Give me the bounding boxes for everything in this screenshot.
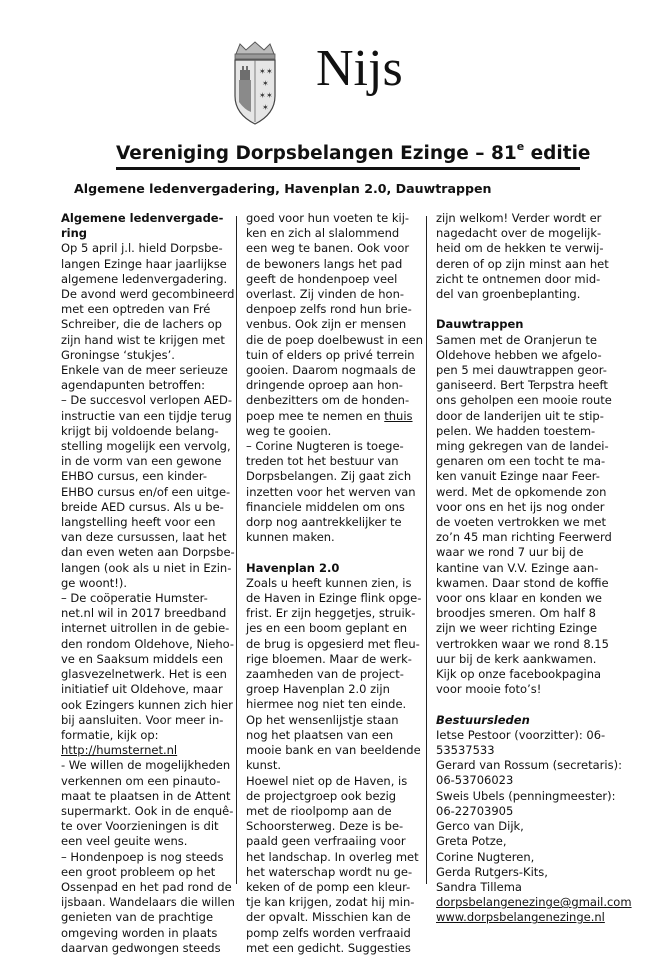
text-line: overlast. Zij vinden de hon-: [246, 287, 405, 302]
text-line: jes en een boom geplant en: [246, 621, 407, 636]
text-line: rige bloemen. Maar de werk-: [246, 651, 412, 666]
text-line: werd. Met de opkomende zon: [436, 484, 607, 499]
text-line: te over Voorzieningen is dit: [61, 819, 219, 834]
title-rule: [116, 167, 580, 170]
text-line: den rondom Oldehove, Nieho-: [61, 636, 235, 651]
text-line: in de vorm van een gewone: [61, 454, 222, 469]
text-line: ken en zich al slalommend: [246, 226, 400, 241]
text-line: keken of de pomp een kleur-: [246, 879, 411, 894]
text-line: Ossenpad en het pad rond de: [61, 879, 232, 894]
article-column-2: [246, 211, 424, 956]
section-heading: Dauwtrappen: [436, 317, 524, 332]
text-line: Hoewel niet op de Haven, is: [246, 773, 408, 788]
text-line: zicht te ontnemen door mid-: [436, 271, 601, 286]
text-line: verkennen om een pinauto-: [61, 773, 221, 788]
text-line: EHBO cursus en/of een uitge-: [61, 484, 231, 499]
column-divider: [236, 216, 237, 884]
text-line: goed voor hun voeten te kij-: [246, 211, 410, 225]
text-line: de bewoners langs het pad: [246, 256, 403, 271]
text-line: supermarkt. Ook in de enquê-: [61, 803, 234, 818]
paragraph-gap: [436, 302, 608, 317]
text-line: uur bij de kerk aankwamen.: [436, 651, 597, 666]
text-line: zaamheden van de project-: [246, 667, 404, 682]
text-line: zijn hand wist te krijgen met: [61, 332, 225, 347]
section-heading: Havenplan 2.0: [246, 560, 340, 575]
text-line: mooie bank en van beeldende: [246, 743, 421, 758]
text-line: Groningse ‘stukjes’.: [61, 347, 175, 362]
text-line: Schreiber, die de lachers op: [61, 317, 222, 332]
text-line: met een optreden van Fré: [61, 302, 211, 317]
text-line: ken vanuit Ezinge naar Feer-: [436, 469, 600, 484]
text-line: voor mooie foto’s!: [436, 682, 542, 697]
text-line: weg te gooien.: [246, 423, 332, 438]
text-line: kunnen maken.: [246, 530, 335, 545]
text-line: groep Havenplan 2.0 zijn: [246, 682, 390, 697]
paragraph-gap: [436, 697, 608, 712]
text-line: Sweis Ubels (penningmeester):: [436, 788, 616, 803]
text-line: frist. Er zijn heggetjes, struik-: [246, 606, 416, 621]
text-line: een groot probleem op het: [61, 864, 216, 879]
text-line: zijn welkom! Verder wordt er: [436, 211, 602, 225]
text-line: Schoorsterweg. Deze is be-: [246, 819, 404, 834]
text-line: langen (ook als u niet in Ezin-: [61, 560, 232, 575]
text-line: maat te plaatsen in de Attent: [61, 788, 231, 803]
text-line: Greta Potze,: [436, 834, 507, 849]
text-line: van deze cursussen, laat het: [61, 530, 227, 545]
text-line: ons geholpen een mooie route: [436, 393, 612, 408]
text-line: Dorpsbelangen. Zij gaat zich: [246, 469, 412, 484]
text-line: Kijk op onze facebookpagina: [436, 667, 602, 682]
svg-text:✶: ✶: [262, 79, 269, 88]
text-line: het landschap. In overleg met: [246, 849, 419, 864]
paragraph-gap: [246, 545, 419, 560]
text-line: ve en Saaksum middels een: [61, 651, 224, 666]
svg-text:✶: ✶: [259, 67, 266, 76]
text-line: – Hondenpoep is nog steeds: [61, 849, 224, 864]
svg-text:✶: ✶: [259, 91, 266, 100]
text-line: Zoals u heeft kunnen zien, is: [246, 575, 412, 590]
text-line: Sandra Tillema: [436, 879, 522, 894]
section-heading: ring: [61, 226, 88, 241]
text-line: met de rioolpomp aan de: [246, 803, 392, 818]
newsletter-name: Nijs: [316, 40, 403, 97]
text-line: venbus. Ook zijn er mensen: [246, 317, 407, 332]
text-line: instructie van een tijdje terug: [61, 408, 232, 423]
text-line: geeft de hondenpoep veel: [246, 271, 398, 286]
text-line: langstelling heeft voor een: [61, 515, 216, 530]
text-line: stelling mogelijk een vervolg,: [61, 439, 231, 454]
text-line: nagedacht over de mogelijk-: [436, 226, 602, 241]
svg-text:✶: ✶: [266, 91, 273, 100]
text-line: heid om de hekken te verwij-: [436, 241, 604, 256]
text-line: broodjes smeren. Om half 8: [436, 606, 596, 621]
text-line: Enkele van de meer serieuze: [61, 363, 228, 378]
text-line: nog het plaatsen van een: [246, 727, 394, 742]
text-line: tje kan krijgen, zodat hij min-: [246, 895, 415, 910]
text-line: omgeving worden in plaats: [61, 925, 218, 940]
text-line: financiele middelen om ons: [246, 499, 405, 514]
text-line: Ietse Pestoor (voorzitter): 06-: [436, 727, 606, 742]
text-line: - We willen de mogelijkheden: [61, 758, 231, 773]
link-text[interactable]: dorpsbelangenezinge@gmail.com: [436, 895, 632, 910]
text-line: voor ons klaar en konden we: [436, 591, 602, 606]
text-line: glasvezelnetwerk. Het is een: [61, 667, 227, 682]
text-line: Samen met de Oranjerun te: [436, 332, 597, 347]
text-line: EHBO cursus, een kinder-: [61, 469, 207, 484]
text-line: formatie, kijk op:: [61, 727, 159, 742]
link-text[interactable]: www.dorpsbelangenezinge.nl: [436, 910, 605, 925]
text-line: tuin of elders op privé terrein: [246, 347, 415, 362]
text-line: der opvalt. Misschien kan de: [246, 910, 411, 925]
text-line: hiermee nog niet ten einde.: [246, 697, 407, 712]
text-line: krijgt bij voldoende belang-: [61, 423, 219, 438]
underlined-word: thuis: [384, 408, 413, 423]
text-line: genieten van de prachtige: [61, 910, 214, 925]
text-line: del van groenbeplanting.: [436, 287, 581, 302]
text-line: die de poep doelbewust in een: [246, 332, 424, 347]
text-line: treden tot het bestuur van: [246, 454, 399, 469]
issue-subtitle: Algemene ledenvergadering, Havenplan 2.0, Dauwtrappen: [74, 181, 492, 196]
text-line: zijn we weer richting Ezinge: [436, 621, 598, 636]
text-line: de brug is opgesierd met fleu-: [246, 636, 420, 651]
section-heading: Bestuursleden: [436, 712, 530, 727]
text-line: Oldehove hebben we afgelo-: [436, 347, 602, 362]
svg-text:✶: ✶: [262, 103, 269, 112]
text-line: dringende oproep aan hon-: [246, 378, 403, 393]
text-line: paald geen verfraaiing voor: [246, 834, 406, 849]
text-line: een veel geuite wens.: [61, 834, 188, 849]
text-line: een weg te banen. Ook voor: [246, 241, 410, 256]
text-line: initiatief uit Oldehove, maar: [61, 682, 223, 697]
page-title: Vereniging Dorpsbelangen Ezinge – 81e editie: [116, 140, 591, 165]
text-line: pelen. We hadden toestem-: [436, 423, 596, 438]
text-line: dan even weten aan Dorpsbe-: [61, 545, 235, 560]
text-line: zo’n 45 man richting Feerwerd: [436, 530, 612, 545]
text-line: – De coöperatie Humster-: [61, 591, 208, 606]
text-line: Op het wensenlijstje staan: [246, 712, 399, 727]
text-line: ook Ezingers kunnen zich hier: [61, 697, 233, 712]
text-line: Gerard van Rossum (secretaris):: [436, 758, 622, 773]
text-line: De avond werd gecombineerd: [61, 287, 235, 302]
text-line: ijsbaan. Wandelaars die willen: [61, 895, 235, 910]
text-line: algemene ledenvergadering.: [61, 271, 228, 286]
text-line: gooien. Daarom nogmaals de: [246, 363, 416, 378]
text-line: vertrokken waar we rond 8.15: [436, 636, 609, 651]
coat-of-arms-icon: [226, 40, 284, 126]
text-line: inzetten voor het werven van: [246, 484, 416, 499]
article-column-3: [436, 211, 632, 926]
text-line: 53537533: [436, 743, 495, 758]
text-line: denpoep zelfs rond hun brie-: [246, 302, 412, 317]
text-line: de Haven in Ezinge flink opge-: [246, 591, 422, 606]
text-line: met een gedicht. Suggesties: [246, 940, 411, 955]
text-line: – Corine Nugteren is toege-: [246, 439, 404, 454]
text-line: Gerco van Dijk,: [436, 819, 524, 834]
text-line: ge woont!).: [61, 575, 128, 590]
text-line: bij aansluiten. Voor meer in-: [61, 712, 224, 727]
text-line: breide AED cursus. Als u be-: [61, 499, 224, 514]
text-line: 06-53706023: [436, 773, 514, 788]
text-line: voor ons en het ijs nog onder: [436, 499, 605, 514]
text-line: Corine Nugteren,: [436, 849, 535, 864]
text-line: internet uitrollen in de gebie-: [61, 621, 230, 636]
article-column-1: [61, 211, 235, 956]
text-line: het waterschap wordt nu ge-: [246, 864, 413, 879]
column-divider: [426, 216, 427, 884]
text-line: denbezitters om de honden-: [246, 393, 410, 408]
text-line: pomp zelfs worden verfraaid: [246, 925, 411, 940]
text-line: – De succesvol verlopen AED-: [61, 393, 232, 408]
section-heading: Algemene ledenvergade-: [61, 211, 224, 225]
text-line: daarvan gedwongen steeds: [61, 940, 221, 955]
text-line: kunst.: [246, 758, 282, 773]
text-line: ganiseerd. Bert Terpstra heeft: [436, 378, 608, 393]
text-line: agendapunten betroffen:: [61, 378, 206, 393]
text-line: kantine van V.V. Ezinge aan-: [436, 560, 599, 575]
text-line: net.nl wil in 2017 breedband: [61, 606, 227, 621]
text-line: kwamen. Daar stond de koffie: [436, 575, 609, 590]
text-line: poep mee te nemen en thuis: [246, 408, 413, 423]
text-line: dorp nog aantrekkelijker te: [246, 515, 402, 530]
text-line: door de landerijen uit te stip-: [436, 408, 604, 423]
text-line: waar we rond 7 uur bij de: [436, 545, 584, 560]
text-line: deren of op zijn minst aan het: [436, 256, 609, 271]
text-line: genaren om een tocht te ma-: [436, 454, 606, 469]
text-line: Gerda Rutgers-Kits,: [436, 864, 548, 879]
text-line: de voeten vertrokken we met: [436, 515, 606, 530]
text-line: de projectgroep ook bezig: [246, 788, 397, 803]
text-line: ming gekregen van de landei-: [436, 439, 609, 454]
text-line: pen 5 mei dauwtrappen geor-: [436, 363, 607, 378]
text-line: Op 5 april j.l. hield Dorpsbe-: [61, 241, 223, 256]
text-line: langen Ezinge haar jaarlijkse: [61, 256, 227, 271]
link-text[interactable]: http://humsternet.nl: [61, 743, 178, 758]
text-line: 06-22703905: [436, 803, 514, 818]
svg-text:✶: ✶: [266, 67, 273, 76]
